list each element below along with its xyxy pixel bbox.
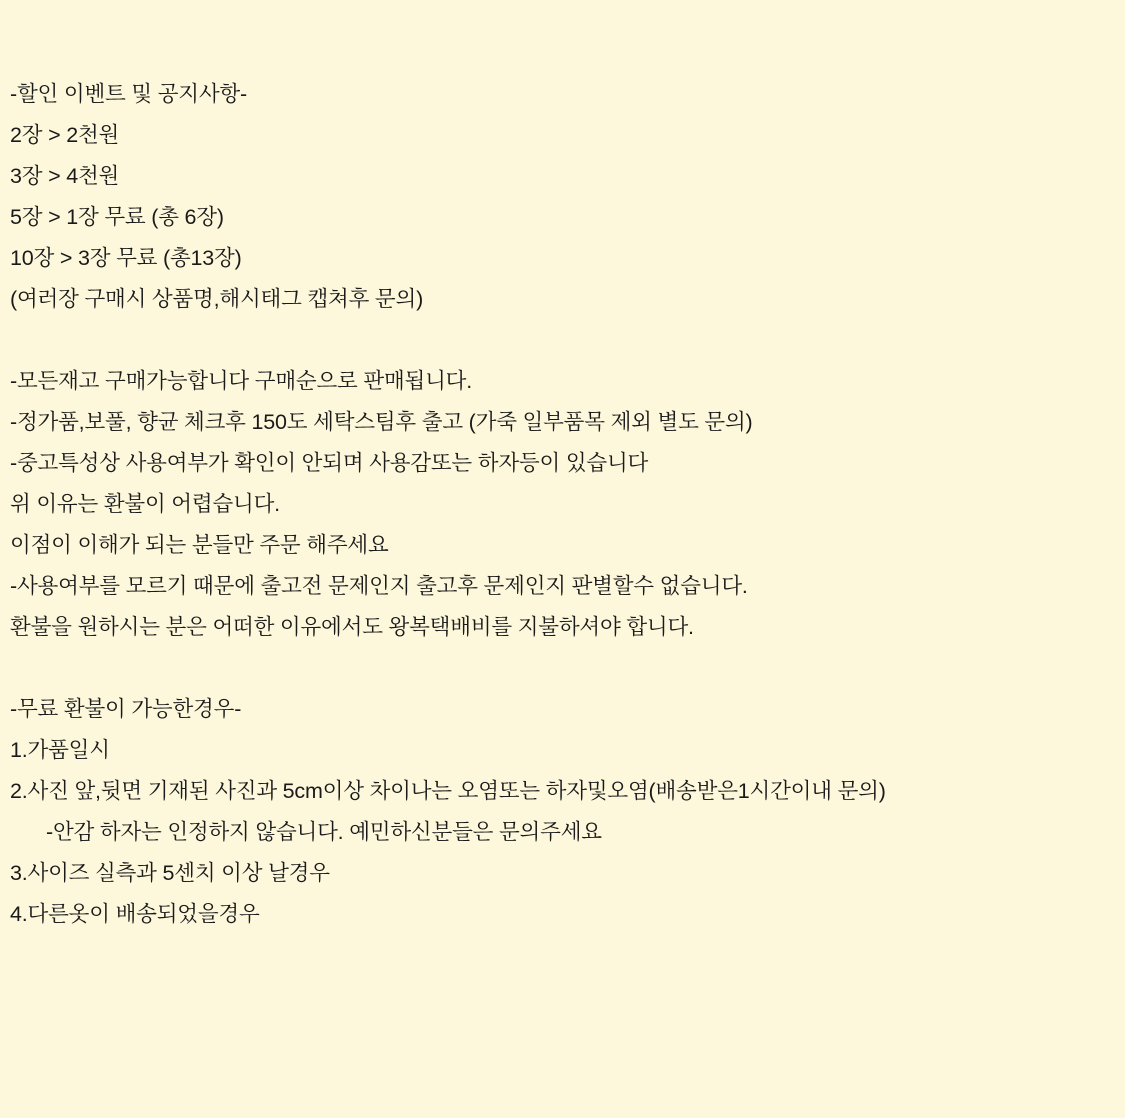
order-understanding: 이점이 이해가 되는 분들만 주문 해주세요 xyxy=(10,533,389,557)
section-stock-and-condition-notice xyxy=(10,361,1125,648)
section-divider-2 xyxy=(10,648,1125,689)
cleaning-process: -정가품,보풀, 향균 체크후 150도 세탁스팀후 출고 (가죽 일부품목 제외 별도 문의) xyxy=(10,410,753,434)
refund-case-4: 4.다른옷이 배송되었을경우 xyxy=(10,902,260,926)
discount-2-items: 2장 > 2천원 xyxy=(10,123,120,147)
section-free-refund-conditions xyxy=(10,689,1125,935)
section-divider-1 xyxy=(10,320,1125,361)
discount-5-items: 5장 > 1장 무료 (총 6장) xyxy=(10,205,224,229)
problem-determination: -사용여부를 모르기 때문에 출고전 문제인지 출고후 문제인지 판별할수 없습니다. xyxy=(10,574,748,598)
refund-case-3: 3.사이즈 실측과 5센치 이상 날경우 xyxy=(10,861,330,885)
refund-case-1: 1.가품일시 xyxy=(10,738,110,762)
heading-discount-event: -할인 이벤트 및 공지사항- xyxy=(10,82,247,106)
refund-case-2: 2.사진 앞,뒷면 기재된 사진과 5cm이상 차이나는 오염또는 하자및오염(배송받은1시간이내 문의) xyxy=(10,779,886,803)
discount-3-items: 3장 > 4천원 xyxy=(10,164,120,188)
refund-case-2-note: -안감 하자는 인정하지 않습니다. 예민하신분들은 문의주세요 xyxy=(46,820,602,844)
bulk-purchase-note: (여러장 구매시 상품명,해시태그 캡쳐후 문의) xyxy=(10,287,424,311)
discount-10-items: 10장 > 3장 무료 (총13장) xyxy=(10,246,242,270)
stock-availability: -모든재고 구매가능합니다 구매순으로 판매됩니다. xyxy=(10,369,473,393)
round-trip-shipping: 환불을 원하시는 분은 어떠한 이유에서도 왕복택배비를 지불하셔야 합니다. xyxy=(10,615,694,639)
section-discount-event-notice xyxy=(10,74,1125,320)
heading-free-refund: -무료 환불이 가능한경우- xyxy=(10,697,242,721)
used-item-disclaimer: -중고특성상 사용여부가 확인이 안되며 사용감또는 하자등이 있습니다 xyxy=(10,451,649,475)
refund-difficulty: 위 이유는 환불이 어렵습니다. xyxy=(10,492,280,516)
